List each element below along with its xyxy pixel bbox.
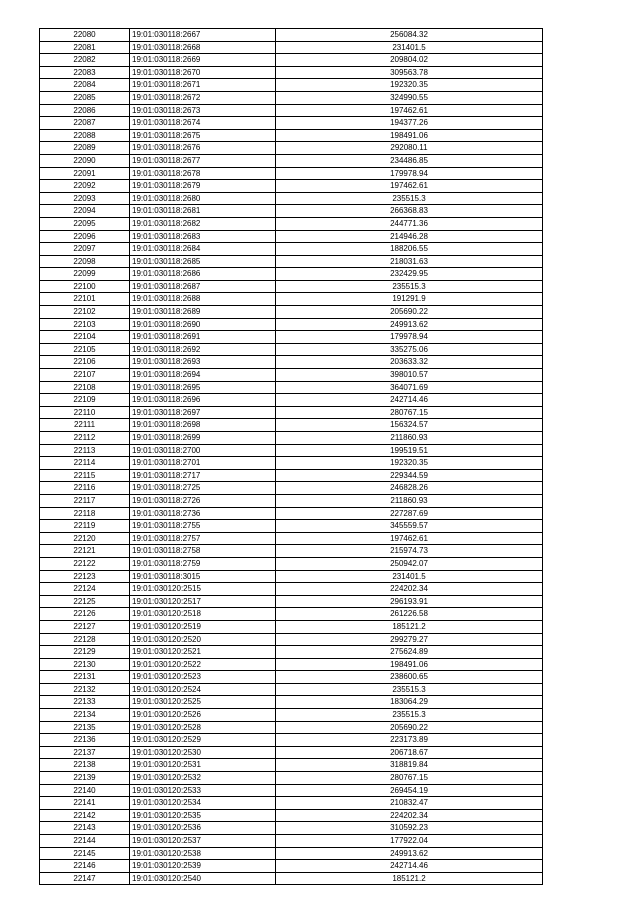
cadastral-number-cell: 19:01:030118:2697: [130, 406, 276, 419]
cadastral-number-cell: 19:01:030120:2517: [130, 595, 276, 608]
cadastral-number-cell: 19:01:030118:2676: [130, 142, 276, 155]
row-number-cell: 22119: [40, 520, 130, 533]
row-number-cell: 22106: [40, 356, 130, 369]
cadastral-number-cell: 19:01:030118:2717: [130, 469, 276, 482]
table-row: [40, 784, 543, 797]
table-row: [40, 306, 543, 319]
cadastral-number-cell: 19:01:030118:2694: [130, 369, 276, 382]
value-cell: 199519.51: [276, 444, 543, 457]
cadastral-number-cell: 19:01:030118:2726: [130, 494, 276, 507]
row-number-cell: 22114: [40, 457, 130, 470]
cadastral-number-cell: 19:01:030120:2525: [130, 696, 276, 709]
table-row: [40, 381, 543, 394]
cadastral-number-cell: 19:01:030118:2675: [130, 129, 276, 142]
value-cell: 177922.04: [276, 835, 543, 848]
cadastral-number-cell: 19:01:030118:2685: [130, 255, 276, 268]
cadastral-number-cell: 19:01:030118:2757: [130, 532, 276, 545]
cadastral-number-cell: 19:01:030120:2528: [130, 721, 276, 734]
table-row: [40, 129, 543, 142]
row-number-cell: 22121: [40, 545, 130, 558]
table-row: [40, 243, 543, 256]
row-number-cell: 22142: [40, 809, 130, 822]
table-row: [40, 280, 543, 293]
row-number-cell: 22120: [40, 532, 130, 545]
cadastral-number-cell: 19:01:030118:2681: [130, 205, 276, 218]
cadastral-number-cell: 19:01:030120:2534: [130, 797, 276, 810]
row-number-cell: 22124: [40, 583, 130, 596]
table-row: [40, 494, 543, 507]
row-number-cell: 22083: [40, 66, 130, 79]
cadastral-number-cell: 19:01:030118:2669: [130, 54, 276, 67]
table-row: [40, 217, 543, 230]
table-row: [40, 646, 543, 659]
table-row: [40, 192, 543, 205]
value-cell: 205690.22: [276, 306, 543, 319]
value-cell: 224202.34: [276, 809, 543, 822]
table-row: [40, 772, 543, 785]
cadastral-number-cell: 19:01:030120:2532: [130, 772, 276, 785]
row-number-cell: 22081: [40, 41, 130, 54]
value-cell: 280767.15: [276, 406, 543, 419]
table-row: [40, 293, 543, 306]
value-cell: 179978.94: [276, 331, 543, 344]
value-cell: 345559.57: [276, 520, 543, 533]
table-row: [40, 356, 543, 369]
row-number-cell: 22096: [40, 230, 130, 243]
table-row: [40, 444, 543, 457]
value-cell: 198491.06: [276, 658, 543, 671]
value-cell: 244771.36: [276, 217, 543, 230]
cadastral-number-cell: 19:01:030118:2670: [130, 66, 276, 79]
row-number-cell: 22098: [40, 255, 130, 268]
value-cell: 188206.55: [276, 243, 543, 256]
row-number-cell: 22126: [40, 608, 130, 621]
cadastral-number-cell: 19:01:030118:2683: [130, 230, 276, 243]
table-row: [40, 671, 543, 684]
value-cell: 238600.65: [276, 671, 543, 684]
table-row: [40, 167, 543, 180]
value-cell: 269454.19: [276, 784, 543, 797]
value-cell: 218031.63: [276, 255, 543, 268]
cadastral-number-cell: 19:01:030118:2698: [130, 419, 276, 432]
value-cell: 266368.83: [276, 205, 543, 218]
row-number-cell: 22087: [40, 117, 130, 130]
cadastral-number-cell: 19:01:030120:2515: [130, 583, 276, 596]
row-number-cell: 22090: [40, 154, 130, 167]
cadastral-number-cell: 19:01:030120:2526: [130, 709, 276, 722]
cadastral-number-cell: 19:01:030118:2686: [130, 268, 276, 281]
value-cell: 235515.3: [276, 280, 543, 293]
cadastral-number-cell: 19:01:030118:2679: [130, 180, 276, 193]
table-row: [40, 835, 543, 848]
table-row: [40, 457, 543, 470]
table-row: [40, 343, 543, 356]
value-cell: 183064.29: [276, 696, 543, 709]
data-table: [39, 28, 543, 885]
table-row: [40, 406, 543, 419]
table-row: [40, 41, 543, 54]
cadastral-number-cell: 19:01:030118:3015: [130, 570, 276, 583]
cadastral-number-cell: 19:01:030118:2692: [130, 343, 276, 356]
value-cell: 211860.93: [276, 432, 543, 445]
row-number-cell: 22103: [40, 318, 130, 331]
cadastral-number-cell: 19:01:030118:2758: [130, 545, 276, 558]
table-row: [40, 608, 543, 621]
table-row: [40, 104, 543, 117]
row-number-cell: 22084: [40, 79, 130, 92]
table-row: [40, 583, 543, 596]
row-number-cell: 22116: [40, 482, 130, 495]
cadastral-number-cell: 19:01:030118:2725: [130, 482, 276, 495]
cadastral-number-cell: 19:01:030120:2533: [130, 784, 276, 797]
value-cell: 209804.02: [276, 54, 543, 67]
row-number-cell: 22132: [40, 683, 130, 696]
value-cell: 203633.32: [276, 356, 543, 369]
value-cell: 227287.69: [276, 507, 543, 520]
table-row: [40, 54, 543, 67]
row-number-cell: 22129: [40, 646, 130, 659]
row-number-cell: 22130: [40, 658, 130, 671]
cadastral-number-cell: 19:01:030120:2538: [130, 847, 276, 860]
table-row: [40, 482, 543, 495]
cadastral-number-cell: 19:01:030118:2701: [130, 457, 276, 470]
row-number-cell: 22112: [40, 432, 130, 445]
row-number-cell: 22123: [40, 570, 130, 583]
table-row: [40, 394, 543, 407]
row-number-cell: 22107: [40, 369, 130, 382]
row-number-cell: 22146: [40, 860, 130, 873]
table-row: [40, 696, 543, 709]
row-number-cell: 22094: [40, 205, 130, 218]
value-cell: 192320.35: [276, 457, 543, 470]
row-number-cell: 22088: [40, 129, 130, 142]
row-number-cell: 22131: [40, 671, 130, 684]
cadastral-number-cell: 19:01:030120:2523: [130, 671, 276, 684]
table-row: [40, 545, 543, 558]
table-row: [40, 79, 543, 92]
row-number-cell: 22099: [40, 268, 130, 281]
cadastral-number-cell: 19:01:030118:2687: [130, 280, 276, 293]
row-number-cell: 22128: [40, 633, 130, 646]
row-number-cell: 22109: [40, 394, 130, 407]
row-number-cell: 22141: [40, 797, 130, 810]
table-row: [40, 507, 543, 520]
cadastral-number-cell: 19:01:030120:2531: [130, 759, 276, 772]
cadastral-number-cell: 19:01:030120:2530: [130, 746, 276, 759]
value-cell: 215974.73: [276, 545, 543, 558]
cadastral-number-cell: 19:01:030118:2672: [130, 91, 276, 104]
table-row: [40, 709, 543, 722]
row-number-cell: 22127: [40, 620, 130, 633]
cadastral-number-cell: 19:01:030118:2682: [130, 217, 276, 230]
value-cell: 235515.3: [276, 709, 543, 722]
value-cell: 309563.78: [276, 66, 543, 79]
row-number-cell: 22080: [40, 29, 130, 42]
row-number-cell: 22089: [40, 142, 130, 155]
row-number-cell: 22147: [40, 872, 130, 885]
cadastral-number-cell: 19:01:030118:2755: [130, 520, 276, 533]
cadastral-number-cell: 19:01:030118:2736: [130, 507, 276, 520]
table-row: [40, 570, 543, 583]
value-cell: 231401.5: [276, 570, 543, 583]
cadastral-number-cell: 19:01:030118:2684: [130, 243, 276, 256]
value-cell: 205690.22: [276, 721, 543, 734]
row-number-cell: 22091: [40, 167, 130, 180]
value-cell: 310592.23: [276, 822, 543, 835]
value-cell: 197462.61: [276, 104, 543, 117]
value-cell: 194377.26: [276, 117, 543, 130]
row-number-cell: 22144: [40, 835, 130, 848]
table-row: [40, 432, 543, 445]
cadastral-number-cell: 19:01:030118:2673: [130, 104, 276, 117]
table-row: [40, 66, 543, 79]
cadastral-number-cell: 19:01:030118:2695: [130, 381, 276, 394]
table-row: [40, 721, 543, 734]
table-row: [40, 557, 543, 570]
row-number-cell: 22102: [40, 306, 130, 319]
cadastral-number-cell: 19:01:030118:2700: [130, 444, 276, 457]
table-row: [40, 205, 543, 218]
row-number-cell: 22095: [40, 217, 130, 230]
row-number-cell: 22139: [40, 772, 130, 785]
table-row: [40, 847, 543, 860]
value-cell: 235515.3: [276, 683, 543, 696]
table-row: [40, 142, 543, 155]
row-number-cell: 22140: [40, 784, 130, 797]
row-number-cell: 22082: [40, 54, 130, 67]
value-cell: 292080.11: [276, 142, 543, 155]
cadastral-number-cell: 19:01:030120:2518: [130, 608, 276, 621]
value-cell: 231401.5: [276, 41, 543, 54]
table-row: [40, 29, 543, 42]
table-row: [40, 633, 543, 646]
row-number-cell: 22092: [40, 180, 130, 193]
table-row: [40, 658, 543, 671]
cadastral-number-cell: 19:01:030120:2529: [130, 734, 276, 747]
table-row: [40, 532, 543, 545]
value-cell: 185121.2: [276, 620, 543, 633]
row-number-cell: 22111: [40, 419, 130, 432]
value-cell: 198491.06: [276, 129, 543, 142]
value-cell: 179978.94: [276, 167, 543, 180]
row-number-cell: 22137: [40, 746, 130, 759]
row-number-cell: 22110: [40, 406, 130, 419]
value-cell: 224202.34: [276, 583, 543, 596]
table-row: [40, 860, 543, 873]
cadastral-number-cell: 19:01:030118:2680: [130, 192, 276, 205]
cadastral-number-cell: 19:01:030120:2524: [130, 683, 276, 696]
row-number-cell: 22115: [40, 469, 130, 482]
cadastral-number-cell: 19:01:030118:2688: [130, 293, 276, 306]
row-number-cell: 22134: [40, 709, 130, 722]
value-cell: 197462.61: [276, 532, 543, 545]
row-number-cell: 22113: [40, 444, 130, 457]
cadastral-number-cell: 19:01:030118:2667: [130, 29, 276, 42]
value-cell: 206718.67: [276, 746, 543, 759]
cadastral-number-cell: 19:01:030118:2671: [130, 79, 276, 92]
row-number-cell: 22100: [40, 280, 130, 293]
value-cell: 256084.32: [276, 29, 543, 42]
table-row: [40, 822, 543, 835]
value-cell: 296193.91: [276, 595, 543, 608]
cadastral-number-cell: 19:01:030118:2677: [130, 154, 276, 167]
row-number-cell: 22105: [40, 343, 130, 356]
table-row: [40, 255, 543, 268]
value-cell: 211860.93: [276, 494, 543, 507]
table-row: [40, 180, 543, 193]
value-cell: 191291.9: [276, 293, 543, 306]
value-cell: 324990.55: [276, 91, 543, 104]
row-number-cell: 22117: [40, 494, 130, 507]
value-cell: 156324.57: [276, 419, 543, 432]
table-row: [40, 469, 543, 482]
value-cell: 235515.3: [276, 192, 543, 205]
value-cell: 299279.27: [276, 633, 543, 646]
value-cell: 249913.62: [276, 318, 543, 331]
cadastral-number-cell: 19:01:030118:2691: [130, 331, 276, 344]
table-row: [40, 734, 543, 747]
row-number-cell: 22093: [40, 192, 130, 205]
row-number-cell: 22135: [40, 721, 130, 734]
value-cell: 280767.15: [276, 772, 543, 785]
cadastral-number-cell: 19:01:030120:2536: [130, 822, 276, 835]
row-number-cell: 22085: [40, 91, 130, 104]
table-row: [40, 872, 543, 885]
value-cell: 197462.61: [276, 180, 543, 193]
cadastral-number-cell: 19:01:030118:2696: [130, 394, 276, 407]
table-row: [40, 369, 543, 382]
row-number-cell: 22133: [40, 696, 130, 709]
table-row: [40, 797, 543, 810]
row-number-cell: 22122: [40, 557, 130, 570]
cadastral-number-cell: 19:01:030118:2693: [130, 356, 276, 369]
cadastral-number-cell: 19:01:030120:2535: [130, 809, 276, 822]
value-cell: 335275.06: [276, 343, 543, 356]
table-row: [40, 318, 543, 331]
row-number-cell: 22086: [40, 104, 130, 117]
cadastral-number-cell: 19:01:030120:2539: [130, 860, 276, 873]
value-cell: 234486.85: [276, 154, 543, 167]
table-row: [40, 809, 543, 822]
table-body: [40, 29, 543, 885]
cadastral-number-cell: 19:01:030120:2521: [130, 646, 276, 659]
value-cell: 229344.59: [276, 469, 543, 482]
table-row: [40, 620, 543, 633]
value-cell: 232429.95: [276, 268, 543, 281]
value-cell: 250942.07: [276, 557, 543, 570]
cadastral-number-cell: 19:01:030120:2520: [130, 633, 276, 646]
table-row: [40, 419, 543, 432]
cadastral-number-cell: 19:01:030118:2689: [130, 306, 276, 319]
cadastral-number-cell: 19:01:030120:2519: [130, 620, 276, 633]
row-number-cell: 22104: [40, 331, 130, 344]
row-number-cell: 22143: [40, 822, 130, 835]
row-number-cell: 22118: [40, 507, 130, 520]
row-number-cell: 22108: [40, 381, 130, 394]
value-cell: 275624.89: [276, 646, 543, 659]
cadastral-number-cell: 19:01:030118:2678: [130, 167, 276, 180]
cadastral-number-cell: 19:01:030120:2522: [130, 658, 276, 671]
value-cell: 242714.46: [276, 394, 543, 407]
value-cell: 364071.69: [276, 381, 543, 394]
row-number-cell: 22136: [40, 734, 130, 747]
row-number-cell: 22097: [40, 243, 130, 256]
cadastral-number-cell: 19:01:030118:2759: [130, 557, 276, 570]
cadastral-number-cell: 19:01:030120:2540: [130, 872, 276, 885]
cadastral-number-cell: 19:01:030118:2690: [130, 318, 276, 331]
cadastral-number-cell: 19:01:030120:2537: [130, 835, 276, 848]
value-cell: 261226.58: [276, 608, 543, 621]
value-cell: 192320.35: [276, 79, 543, 92]
table-row: [40, 520, 543, 533]
table-row: [40, 595, 543, 608]
value-cell: 242714.46: [276, 860, 543, 873]
table-row: [40, 230, 543, 243]
row-number-cell: 22101: [40, 293, 130, 306]
table-row: [40, 759, 543, 772]
table-row: [40, 746, 543, 759]
cadastral-number-cell: 19:01:030118:2674: [130, 117, 276, 130]
table-row: [40, 268, 543, 281]
table-row: [40, 683, 543, 696]
value-cell: 249913.62: [276, 847, 543, 860]
value-cell: 210832.47: [276, 797, 543, 810]
row-number-cell: 22138: [40, 759, 130, 772]
table-row: [40, 117, 543, 130]
value-cell: 318819.84: [276, 759, 543, 772]
value-cell: 398010.57: [276, 369, 543, 382]
value-cell: 223173.89: [276, 734, 543, 747]
table-row: [40, 154, 543, 167]
row-number-cell: 22125: [40, 595, 130, 608]
cadastral-number-cell: 19:01:030118:2668: [130, 41, 276, 54]
row-number-cell: 22145: [40, 847, 130, 860]
value-cell: 214946.28: [276, 230, 543, 243]
value-cell: 246828.26: [276, 482, 543, 495]
cadastral-number-cell: 19:01:030118:2699: [130, 432, 276, 445]
table-row: [40, 91, 543, 104]
value-cell: 185121.2: [276, 872, 543, 885]
table-row: [40, 331, 543, 344]
